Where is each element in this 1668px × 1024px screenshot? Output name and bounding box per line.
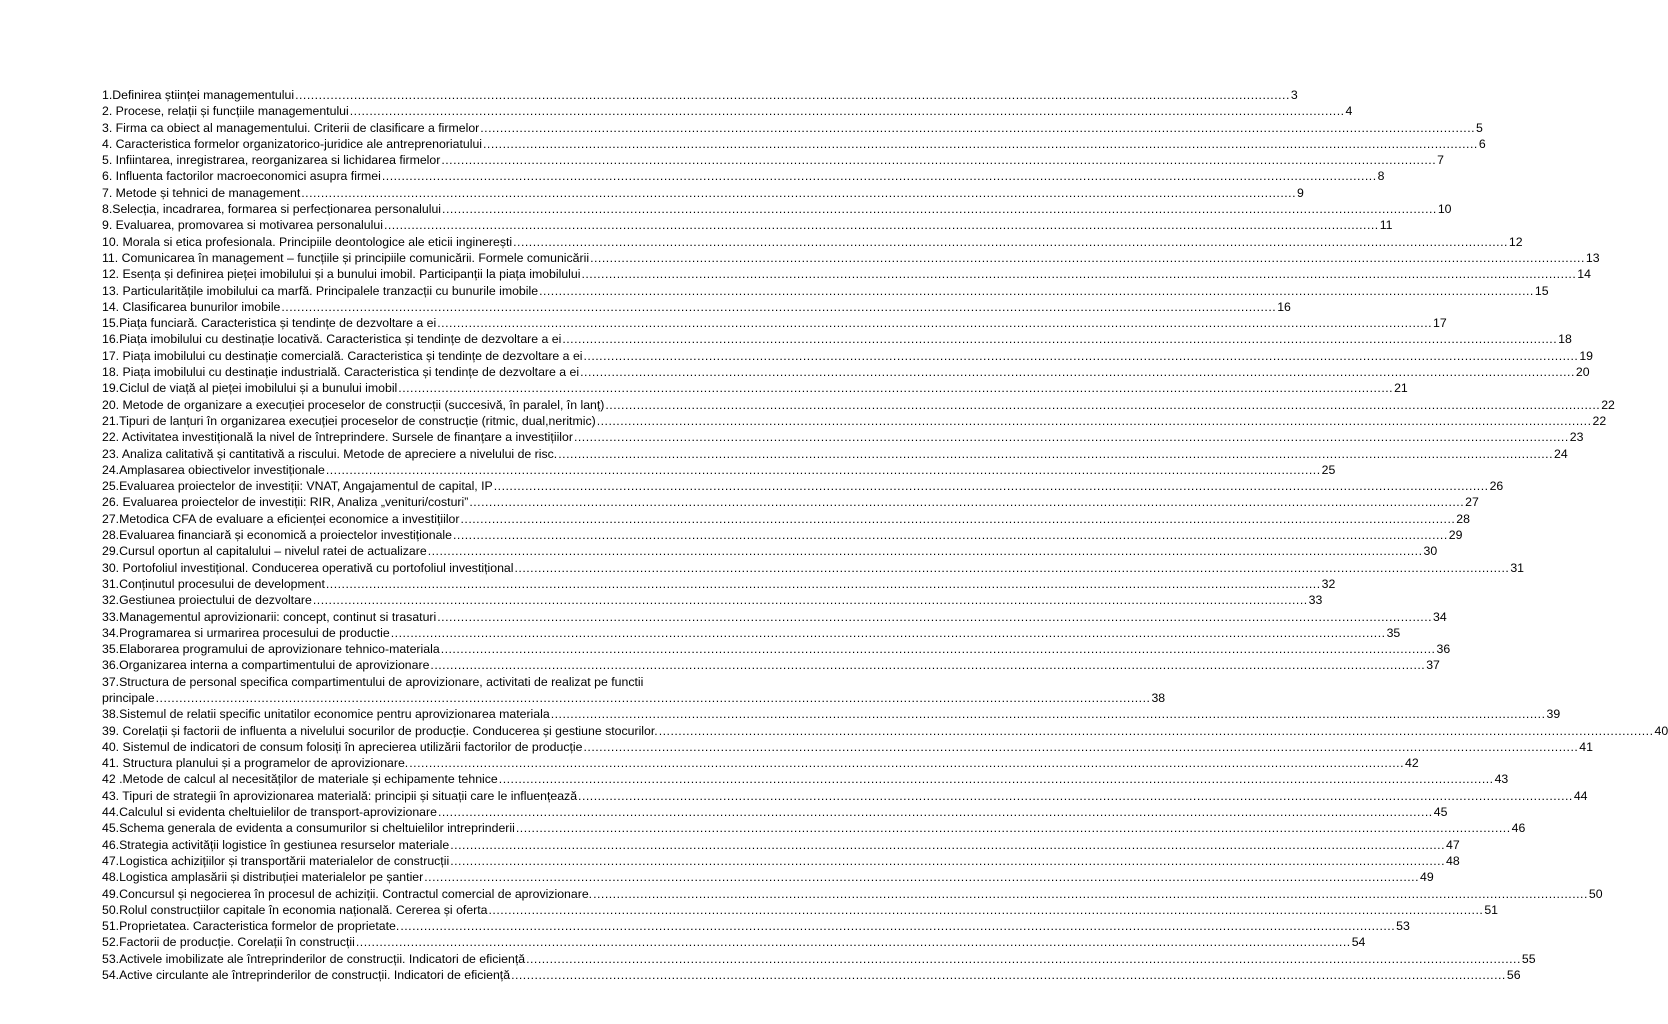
toc-entry-title: 17. Piața imobilului cu destinație comercială. Caracteristica și tendințe de dezvoltare a ei — [102, 348, 583, 363]
toc-entry-page: 12 — [1508, 234, 1523, 249]
toc-entry[interactable] — [102, 723, 1668, 739]
toc-entry[interactable] — [102, 543, 1438, 559]
dot-leader — [581, 266, 1576, 282]
toc-entry-title: 12. Esența și definirea pieței imobilului și a bunului imobil. Participanții la piața imobilului — [102, 267, 581, 282]
dot-leader — [513, 234, 1508, 250]
dot-leader — [326, 576, 1321, 592]
dot-leader — [326, 462, 1321, 478]
dot-leader — [301, 185, 1296, 201]
toc-entry-title: 49.Concursul și negocierea în procesul de achiziții. Contractul comercial de aprovizionare. — [102, 886, 593, 901]
toc-entry-title: 9. Evaluarea, promovarea si motivarea personalului — [102, 218, 383, 233]
dot-leader — [539, 283, 1534, 299]
dot-leader — [494, 478, 1489, 494]
dot-leader — [409, 755, 1404, 771]
dot-leader — [489, 902, 1484, 918]
dot-leader — [558, 446, 1553, 462]
toc-entry[interactable] — [102, 429, 1584, 445]
toc-entry-page: 37 — [1426, 658, 1440, 673]
toc-entry[interactable] — [102, 739, 1593, 755]
toc-entry[interactable] — [102, 299, 1291, 315]
toc-entry[interactable] — [102, 886, 1603, 902]
toc-entry[interactable] — [102, 560, 1524, 576]
toc-entry-title: 51.Proprietatea. Caracteristica formelor de proprietate. — [102, 919, 400, 934]
toc-entry-page: 49 — [1420, 870, 1434, 885]
toc-entry-title: 7. Metode și tehnici de management — [102, 185, 301, 200]
toc-entry[interactable] — [102, 234, 1523, 250]
toc-entry-page: 32 — [1321, 576, 1336, 591]
dot-leader — [281, 299, 1276, 315]
dot-leader — [605, 397, 1600, 413]
toc-entry-title: 21.Tipuri de lanțuri în organizarea execuției proceselor de construcție (ritmic, dual,neritmic) — [102, 413, 596, 428]
toc-entry[interactable] — [102, 951, 1536, 967]
toc-entry-title: 50.Rolul construcțiilor capitale în economia națională. Cererea și oferta — [102, 902, 488, 917]
toc-entry[interactable] — [102, 918, 1410, 934]
toc-entry-title: 35.Elaborarea programului de aprovizionare tehnico-materiala — [102, 642, 440, 657]
dot-leader — [430, 657, 1425, 673]
toc-entry-page: 51 — [1484, 902, 1498, 917]
toc-entry[interactable] — [102, 348, 1593, 364]
toc-entry-page: 11 — [1379, 218, 1393, 233]
toc-entry[interactable] — [102, 869, 1434, 885]
toc-entry-page: 55 — [1521, 951, 1536, 966]
dot-leader — [516, 820, 1511, 836]
toc-entry-title: 5. Infiintarea, inregistrarea, reorganizarea si lichidarea firmelor — [102, 153, 441, 168]
toc-entry-title: 41. Structura planului și a programelor de aprovizionare. — [102, 756, 409, 771]
toc-entry-page: 26 — [1489, 479, 1504, 494]
dot-leader — [526, 951, 1521, 967]
toc-entry[interactable] — [102, 152, 1444, 168]
toc-entry[interactable] — [102, 706, 1561, 722]
dot-leader — [511, 967, 1506, 983]
toc-entry[interactable] — [102, 103, 1353, 119]
toc-entry-page: 30 — [1423, 544, 1438, 559]
toc-entry[interactable] — [102, 625, 1401, 641]
toc-entry-page: 4 — [1345, 104, 1353, 119]
toc-entry-title-line1: 37.Structura de personal specifica compartimentului de aprovizionare, activitati de realizat pe functii — [102, 674, 644, 689]
table-of-contents — [102, 87, 1668, 983]
toc-entry-page: 16 — [1277, 299, 1291, 314]
toc-entry-page: 15 — [1534, 283, 1549, 298]
toc-entry[interactable] — [102, 527, 1463, 543]
toc-entry[interactable] — [102, 657, 1440, 673]
dot-leader — [453, 527, 1448, 543]
dot-leader — [437, 609, 1432, 625]
toc-entry-page: 29 — [1448, 528, 1463, 543]
toc-entry[interactable] — [102, 168, 1385, 184]
dot-leader — [382, 168, 1377, 184]
dot-leader — [356, 934, 1351, 950]
toc-entry-title: 33.Managementul aprovizionarii: concept, continut si trasaturi — [102, 609, 437, 624]
toc-entry-title: 27.Metodica CFA de evaluare a eficienței economice a investițiilor — [102, 511, 460, 526]
toc-entry[interactable] — [102, 609, 1447, 625]
toc-entry-page: 23 — [1569, 430, 1584, 445]
dot-leader — [295, 87, 1290, 103]
toc-entry-title: 16.Piața imobilului cu destinație locativă. Caracteristica și tendințe de dezvoltare a ei — [102, 332, 562, 347]
toc-entry[interactable] — [102, 120, 1483, 136]
toc-entry[interactable] — [102, 820, 1526, 836]
toc-entry-title: 19.Ciclul de viață al pieței imobilului și a bunului imobil — [102, 381, 398, 396]
dot-leader — [499, 771, 1494, 787]
toc-entry-page: 7 — [1437, 153, 1444, 168]
toc-entry-title: 40. Sistemul de indicatori de consum folosiți în aprecierea utilizării factorilor de producție — [102, 739, 583, 754]
toc-entry-title-line2: principale — [102, 690, 155, 705]
toc-entry-title: 29.Cursul oportun al capitalului – nivelul ratei de actualizare — [102, 544, 427, 559]
dot-leader — [441, 152, 1436, 168]
toc-entry-title: 54.Active circulante ale întreprinderilor de construcții. Indicatori de eficiență — [102, 968, 511, 983]
toc-entry-title: 2. Procese, relații și funcțiile managementului — [102, 104, 349, 119]
toc-entry-title: 48.Logistica amplasării și distribuției materialelor pe șantier — [102, 870, 424, 885]
toc-entry[interactable] — [102, 478, 1504, 494]
toc-entry-title: 31.Conținutul procesului de development — [102, 576, 325, 591]
toc-entry[interactable] — [102, 511, 1470, 527]
toc-entry-page: 21 — [1394, 381, 1408, 396]
toc-entry-page: 3 — [1290, 88, 1298, 102]
dot-leader — [580, 364, 1575, 380]
toc-entry[interactable] — [102, 494, 1479, 510]
dot-leader — [597, 413, 1592, 429]
toc-entry[interactable] — [102, 136, 1486, 152]
toc-entry-page: 50 — [1588, 886, 1603, 901]
toc-entry-page: 25 — [1321, 462, 1336, 477]
toc-entry-title: 22. Activitatea investițională la nivel de întreprindere. Sursele de finanțare a investițiilor — [102, 430, 573, 445]
toc-entry-page: 34 — [1433, 609, 1447, 624]
toc-entry-title: 3. Firma ca obiect al managementului. Criterii de clasificare a firmelor — [102, 120, 480, 135]
dot-leader — [574, 429, 1569, 445]
toc-entry-title: 15.Piața funciară. Caracteristica și tendințe de dezvoltare a ei — [102, 316, 437, 331]
toc-entry-page: 48 — [1446, 853, 1460, 868]
dot-leader — [398, 380, 1393, 396]
toc-entry[interactable] — [102, 576, 1336, 592]
dot-leader — [480, 120, 1475, 136]
toc-entry-title: 47.Logistica achizițiilor și transportării materialelor de construcții — [102, 853, 450, 868]
dot-leader — [442, 201, 1437, 217]
toc-entry-title: 28.Evaluarea financiară și economică a proiectelor investiționale — [102, 528, 452, 543]
toc-entry-title: 23. Analiza calitativă și cantitativă a riscului. Metode de apreciere a nivelului de risc. — [102, 446, 558, 461]
toc-entry-title: 10. Morala si etica profesionala. Principiile deontologice ale eticii inginerești — [102, 234, 513, 249]
toc-entry-title: 39. Corelații și factorii de influenta a nivelului socurilor de producție. Conducerea și gestiune stocurilor. — [102, 723, 658, 738]
toc-entry-page: 53 — [1396, 919, 1410, 934]
toc-entry[interactable] — [102, 967, 1521, 983]
dot-leader — [156, 690, 1151, 706]
toc-entry-title: 25.Evaluarea proiectelor de investiții: VNAT, Angajamentul de capital, IP — [102, 479, 493, 494]
toc-entry-page: 14 — [1577, 267, 1591, 282]
toc-entry-page: 46 — [1511, 821, 1526, 836]
toc-entry-page: 27 — [1465, 495, 1479, 510]
dot-leader — [400, 918, 1395, 934]
dot-leader — [428, 543, 1423, 559]
dot-leader — [438, 804, 1433, 820]
toc-entry-page: 47 — [1446, 837, 1460, 852]
toc-entry[interactable] — [102, 217, 1393, 233]
toc-entry-page: 9 — [1297, 185, 1304, 200]
toc-entry-page: 45 — [1433, 805, 1448, 820]
dot-leader — [384, 217, 1379, 233]
dot-leader — [584, 348, 1579, 364]
toc-entry-page: 19 — [1579, 348, 1593, 363]
toc-entry-page: 36 — [1436, 642, 1451, 657]
dot-leader — [391, 625, 1386, 641]
toc-entry-page: 35 — [1386, 625, 1401, 640]
toc-entry-title: 46.Strategia activității logistice în gestiunea resurselor materiale — [102, 837, 450, 852]
toc-entry[interactable] — [102, 674, 1166, 707]
toc-entry-page: 56 — [1506, 968, 1521, 983]
dot-leader — [578, 788, 1573, 804]
toc-entry[interactable] — [102, 804, 1448, 820]
toc-entry-page: 38 — [1151, 690, 1166, 705]
toc-entry[interactable] — [102, 87, 1298, 103]
toc-entry[interactable] — [102, 771, 1509, 787]
toc-entry-page: 39 — [1546, 707, 1561, 722]
toc-entry-page: 44 — [1573, 788, 1588, 803]
toc-entry-page: 6 — [1478, 136, 1486, 151]
toc-entry[interactable] — [102, 853, 1460, 869]
toc-entry-page: 13 — [1585, 250, 1600, 265]
toc-entry[interactable] — [102, 934, 1366, 950]
toc-entry-title: 44.Calculul si evidenta cheltuielilor de transport-aprovizionare — [102, 805, 437, 820]
toc-entry-title: 11. Comunicarea în management – funcțiile și principiile comunicării. Formele comunicării — [102, 250, 590, 265]
toc-entry[interactable] — [102, 331, 1572, 347]
toc-entry-page: 54 — [1351, 935, 1366, 950]
dot-leader — [483, 136, 1478, 152]
toc-entry-page: 24 — [1554, 446, 1568, 461]
toc-entry-page: 5 — [1476, 120, 1483, 135]
toc-entry-title: 38.Sistemul de relatii specific unitatilor economice pentru aprovizionarea materiala — [102, 707, 550, 722]
dot-leader — [461, 511, 1456, 527]
toc-entry-page: 28 — [1456, 511, 1470, 526]
toc-entry[interactable] — [102, 201, 1452, 217]
toc-entry[interactable] — [102, 462, 1336, 478]
toc-entry-page: 8 — [1377, 169, 1385, 184]
toc-entry-title: 45.Schema generala de evidenta a consumurilor si cheltuielilor intreprinderii — [102, 821, 515, 836]
toc-entry-title: 26. Evaluarea proiectelor de investiții: RIR, Analiza „venituri/costuri” — [102, 495, 469, 510]
dot-leader — [424, 869, 1419, 885]
toc-entry-title: 18. Piața imobilului cu destinație industrială. Caracteristica și tendințe de dezvoltare a ei — [102, 365, 580, 380]
toc-entry-title: 52.Factorii de producție. Corelații în construcții — [102, 935, 355, 950]
dot-leader — [593, 886, 1588, 902]
toc-entry-page: 18 — [1558, 332, 1572, 347]
dot-leader — [584, 739, 1579, 755]
toc-entry-title: 6. Influenta factorilor macroeconomici asupra firmei — [102, 169, 381, 184]
toc-entry[interactable] — [102, 266, 1591, 282]
dot-leader — [551, 706, 1546, 722]
toc-entry-title: 8.Selecția, incadrarea, formarea si perfecționarea personalului — [102, 202, 442, 217]
toc-entry-title: 13. Particularitățile imobilului ca marfă. Principalele tranzacții cu bunurile imobile — [102, 283, 539, 298]
toc-entry-page: 17 — [1433, 316, 1447, 331]
toc-entry-title: 53.Activele imobilizate ale întreprinderilor de construcții. Indicatori de eficiență — [102, 951, 526, 966]
toc-entry-title: 32.Gestiunea proiectului de dezvoltare — [102, 593, 312, 608]
toc-entry[interactable] — [102, 283, 1549, 299]
toc-entry-title: 43. Tipuri de strategii în aprovizionarea materială: principii și situații care le influențează — [102, 788, 578, 803]
dot-leader — [450, 853, 1445, 869]
toc-entry[interactable] — [102, 788, 1588, 804]
toc-entry[interactable] — [102, 592, 1323, 608]
toc-entry-title: 36.Organizarea interna a compartimentului de aprovizionare — [102, 658, 430, 673]
dot-leader — [562, 331, 1557, 347]
toc-entry[interactable] — [102, 250, 1600, 266]
toc-entry[interactable] — [102, 902, 1498, 918]
toc-entry-page: 22 — [1592, 413, 1607, 428]
toc-entry-page: 43 — [1494, 772, 1509, 787]
dot-leader — [469, 494, 1464, 510]
toc-entry-page: 42 — [1405, 756, 1419, 771]
dot-leader — [590, 250, 1585, 266]
toc-entry-page: 31 — [1510, 560, 1524, 575]
toc-entry[interactable] — [102, 413, 1607, 429]
toc-entry-title: 42 .Metode de calcul al necesităților de materiale și echipamente tehnice — [102, 772, 498, 787]
toc-entry-title: 1.Definirea științei managementului — [102, 88, 295, 102]
toc-entry[interactable] — [102, 315, 1447, 331]
toc-entry[interactable] — [102, 837, 1460, 853]
dot-leader — [450, 837, 1445, 853]
toc-entry-page: 33 — [1308, 593, 1323, 608]
toc-entry-page: 10 — [1437, 202, 1452, 217]
dot-leader — [515, 560, 1510, 576]
dot-leader — [659, 723, 1654, 739]
toc-entry[interactable] — [102, 446, 1568, 462]
toc-entry-title: 20. Metode de organizare a execuției proceselor de construcții (succesivă, în paralel, în lanț) — [102, 397, 605, 412]
toc-entry-page: 41 — [1579, 739, 1593, 754]
toc-entry[interactable] — [102, 185, 1304, 201]
toc-entry-page: 22 — [1601, 397, 1615, 412]
toc-entry-title: 4. Caracteristica formelor organizatorico-juridice ale antreprenoriatului — [102, 136, 483, 151]
toc-entry-title: 24.Amplasarea obiectivelor investiționale — [102, 462, 325, 477]
toc-entry[interactable] — [102, 364, 1590, 380]
dot-leader — [313, 592, 1308, 608]
toc-entry-page: 40 — [1654, 723, 1668, 738]
toc-entry-title: 14. Clasificarea bunurilor imobile — [102, 299, 281, 314]
dot-leader — [350, 103, 1345, 119]
toc-entry[interactable] — [102, 380, 1408, 396]
toc-entry-title: 34.Programarea si urmarirea procesului de productie — [102, 625, 390, 640]
toc-entry[interactable] — [102, 641, 1451, 657]
toc-entry-page: 20 — [1575, 365, 1590, 380]
toc-entry-title: 30. Portofoliul investițional. Conducerea operativă cu portofoliul investițional — [102, 560, 514, 575]
dot-leader — [437, 315, 1432, 331]
dot-leader — [441, 641, 1436, 657]
toc-entry[interactable] — [102, 755, 1419, 771]
toc-entry[interactable] — [102, 397, 1615, 413]
